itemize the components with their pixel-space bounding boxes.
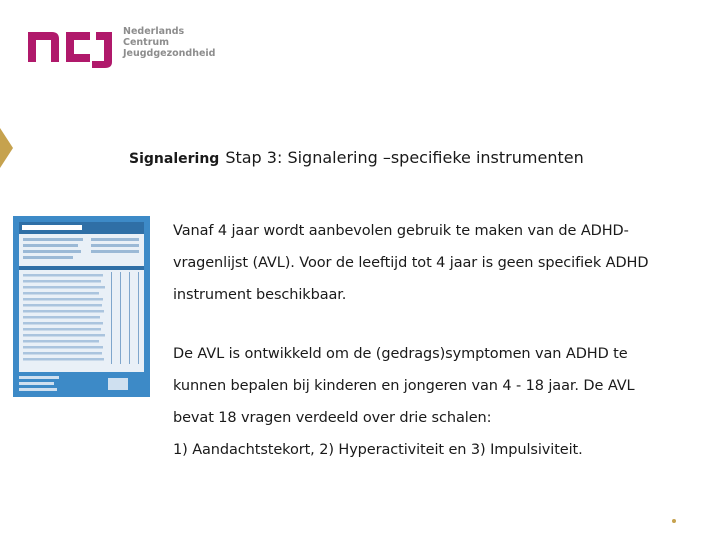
logo-wordmark [123,26,215,59]
paragraph1-line: vragenlijst (AVL). Voor de leeftijd tot 4 jaar is geen specifiek ADHD [173,255,649,271]
logo-line-1: Nederlands [123,26,185,37]
form-illustration [13,216,150,397]
logo-line-3: Jeugdgezondheid [123,48,216,59]
paragraph2-line: kunnen bepalen bij kinderen en jongeren van 4 - 18 jaar. De AVL [173,378,635,394]
paragraph2-line: De AVL is ontwikkeld om de (gedrags)symptomen van ADHD te [173,346,628,362]
corner-dot [672,519,676,523]
paragraph2-line: 1) Aandachtstekort, 2) Hyperactiviteit en 3) Impulsiviteit. [173,442,583,458]
slide-heading [129,148,584,167]
gold-triangle-marker [0,128,13,168]
ncj-logo [26,24,226,74]
heading-title: Stap 3: Signalering –specifieke instrumenten [225,148,584,167]
paragraph1-line: instrument beschikbaar. [173,287,347,303]
ncj-logo-mark [26,24,118,68]
heading-label: Signalering [129,151,220,167]
avl-form-image [13,216,150,397]
paragraph-age-recommendation [173,215,693,311]
paragraph1-line: Vanaf 4 jaar wordt aanbevolen gebruik te maken van de ADHD- [173,223,629,239]
logo-line-2: Centrum [123,37,170,48]
paragraph-avl-description [173,338,693,466]
paragraph2-line: bevat 18 vragen verdeeld over drie schalen: [173,410,492,426]
